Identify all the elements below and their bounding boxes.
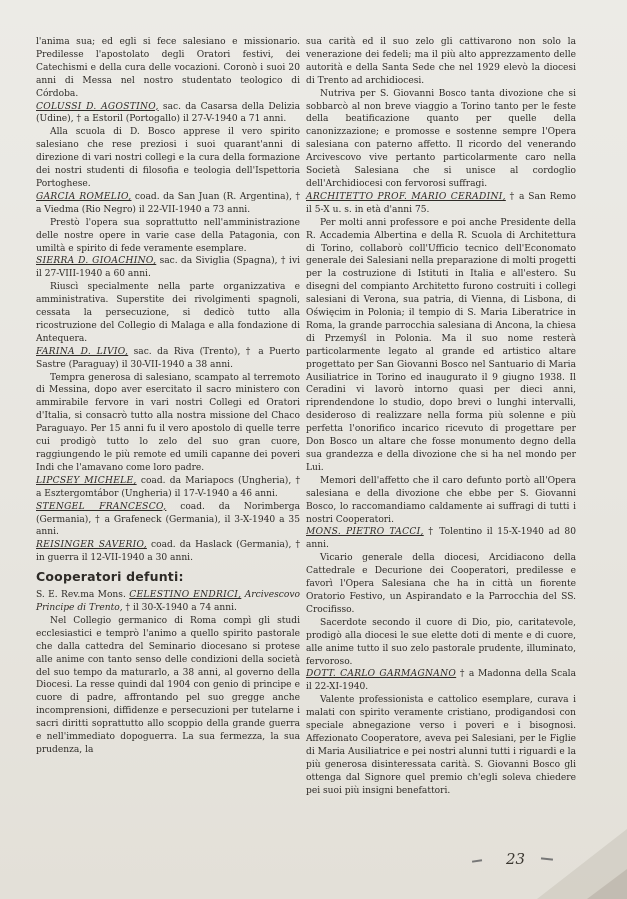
paragraph: Nutriva per S. Giovanni Bosco tanta divozione che si sobbarcò al non breve viaggio a Torino tanto per le feste della beatificazione quanto per quelle della canonizzazione; e promosse e sostenne sempre l'Opera salesiana con paterno affetto. Il ricordo del venerando Arcivescovo vive pertanto particolarmente caro nella Società Salesiana che si unisce al cordoglio dell'Archidiocesi con fervorosi suffragi. <box>306 88 576 189</box>
decorative-dash <box>472 859 482 862</box>
obituary-name: GARCIA ROMELIO, <box>36 191 132 202</box>
obituary-details: coad. da Norimberga (Germania), † a Grafeneck (Germania), il 3-X-1940 a 35 anni. <box>36 501 300 538</box>
honorific: S. E. Rev.ma Mons. <box>36 590 130 601</box>
obituary-name: MONS. PIETRO TACCI, <box>306 527 424 538</box>
paragraph: Sacerdote secondo il cuore di Dio, pio, caritatevole, prodigò alla diocesi le sue elette doti di mente e di cuore, alle anime tutto il suo zelo pastorale prudente, illuminato, fervoroso. <box>306 617 576 667</box>
obituary-entry <box>36 255 300 281</box>
obituary-name: CELESTINO ENDRICI, <box>129 590 242 601</box>
obituary-details: coad. da San Juan (R. Argentina), † a Viedma (Rio Negro) il 22-VII-1940 a 73 anni. <box>36 191 300 215</box>
left-column <box>36 36 300 757</box>
obituary-name: REISINGER SAVERIO, <box>36 540 147 551</box>
obituary-entry <box>36 101 300 127</box>
obituary-details: coad. da Mariapocs (Ungheria), † a Esztergomtábor (Ungheria) il 17-V-1940 a 46 anni. <box>36 475 300 499</box>
obituary-entry <box>306 668 576 694</box>
obituary-details: † a San Remo il 5-X u. s. in età d'anni 75. <box>306 191 576 215</box>
obituary-entry <box>36 539 300 565</box>
paragraph: Prestò l'opera sua soprattutto nell'amministrazione delle nostre opere in varie case della Patagonia, con umiltà e spirito di fede veramente esemplare. <box>36 217 300 254</box>
obituary-details: sac. da Riva (Trento), † a Puerto Sastre (Paraguay) il 30-VII-1940 a 38 anni. <box>36 346 300 370</box>
obituary-name: FARINA D. LIVIO, <box>36 346 129 357</box>
section-heading: Cooperatori defunti: <box>36 569 184 585</box>
obituary-entry <box>36 501 300 540</box>
obituary-entry <box>36 191 300 217</box>
obituary-entry <box>36 589 300 615</box>
paragraph: Alla scuola di D. Bosco apprese il vero spirito salesiano che rese preziosi i suoi quarant'anni di direzione di vari nostri collegi e la cura della formazione dei nostri studenti di filosofia e teologia dell'Ispettoria Portoghese. <box>36 127 300 189</box>
paragraph: Vicario generale della diocesi, Arcidiacono della Cattedrale e Decurione dei Cooperatori, predilesse e favorì l'Opera Salesiana che ha in città un fiorente Oratorio Festivo, un Aspirandato e la Parrocchia del SS. Crocifisso. <box>306 553 576 615</box>
obituary-name: LIPCSEY MICHELE, <box>36 475 137 486</box>
obituary-name: SIERRA D. GIOACHINO, <box>36 256 157 267</box>
obituary-entry <box>36 346 300 372</box>
obituary-details: † Tolentino il 15-X-1940 ad 80 anni. <box>306 527 576 551</box>
obituary-entry <box>306 526 576 552</box>
paragraph: Riuscì specialmente nella parte organizzativa e amministrativa. Superstite dei rivolgimenti spagnoli, cessata la persecuzione, si dedicò tutto alla ricostruzione del Collegio di Malaga e alla fondazione di Antequera. <box>36 282 300 344</box>
obituary-name: DOTT. CARLO GARMAGNANO <box>306 669 457 680</box>
obituary-details: † a Madonna della Scala il 22-XI-1940. <box>306 669 577 693</box>
obituary-entry <box>36 475 300 501</box>
paragraph: Memori dell'affetto che il caro defunto portò all'Opera salesiana e della divozione che ebbe per S. Giovanni Bosco, lo raccomandiamo caldamente ai suffragi di tutti i nostri Cooperatori. <box>306 475 576 525</box>
paragraph: Tempra generosa di salesiano, scampato al terremoto di Messina, dopo aver esercitato il sacro ministero con ammirabile fervore in vari nostri Collegi ed Oratori d'Italia, si consacrò tutto alla nostra missione del Chaco Paraguayo. Per 15 anni fu il vero apostolo di quelle terre cui prodigò tutto lo zelo del suo gran cuore, raggiungendo le più remote ed umili capanne dei poveri Indi che l'amavano come loro padre. <box>36 372 300 473</box>
right-column <box>306 36 576 797</box>
page-corner-shadow <box>587 869 627 899</box>
paragraph: Nel Collegio germanico di Roma compì gli studi ecclesiastici e temprò l'animo a quello spirito pastorale che dalla cattedra del Seminario diocesano si protese alle anime con tanto senso delle condizioni della società del suo tempo da maturarlo, a 38 anni, al governo della Diocesi. La resse quindi dal 1904 con genio di principe e cuore di padre, affrontando pel suo gregge anche incomprensioni, diffidenze e persecuzioni per tutelarne i sacri diritti soprattutto allo scoppio della grande guerra e nell'immediato dopoguerra. La sua fermezza, la sua prudenza, la <box>36 615 300 755</box>
paragraph: sua carità ed il suo zelo gli cattivarono non solo la venerazione dei fedeli; ma il più alto apprezzamento delle autorità e della Santa Sede che nel 1929 elevò la diocesi di Trento ad archidiocesi. <box>306 37 576 86</box>
paragraph: l'anima sua; ed egli si fece salesiano e missionario. Predilesse l'apostolato degli Oratori festivi, dei Catechismi e della cura delle vocazioni. Coronò i suoi 20 anni di Messa nel nostro studentato teologico di Córdoba. <box>36 37 300 99</box>
obituary-details: sac. da Casarsa della Delizia (Udine), † a Estoril (Portogallo) il 27-V-1940 a 71 anni. <box>36 101 300 125</box>
obituary-name: COLUSSI D. AGOSTINO, <box>36 101 159 112</box>
page-number: 23 <box>506 850 526 868</box>
obituary-entry <box>306 191 576 217</box>
obituary-name: STENGEL FRANCESCO, <box>36 501 167 512</box>
obituary-details: coad. da Haslack (Germania), † in guerra il 12-VII-1940 a 30 anni. <box>36 540 301 564</box>
paragraph: Valente professionista e cattolico esemplare, curava i malati con spirito veramente cristiano, prodigandosi con speciale abnegazione verso i poveri e i bisognosi. Affezionato Cooperatore, aveva pei Salesiani, per le Figlie di Maria Ausiliatrice e pei nostri alunni tutti i riguardi e la più generosa disinteressata carità. S. Giovanni Bosco gli ottenga dal Signore quel premio ch'egli soleva chiedere pei suoi più insigni benefattori. <box>306 695 576 796</box>
obituary-title: Arcivescovo Principe di Trento, <box>36 590 300 613</box>
paragraph: Per molti anni professore e poi anche Presidente della R. Accademia Albertina e della R. Scuola di Architettura di Torino, collaborò coll'Ufficio tecnico dell'Economato generale dei Salesiani nella preparazione di molti progetti per la costruzione di Istituti in Italia e all'estero. Su disegni del compianto Architetto furono costruiti i collegi salesiani di Verona, sua patria, di Vienna, di Lisbona, di Oświęcim in Polonia; il tempio di S. Maria Liberatrice in Roma, la grande parrocchia salesiana di Ancona, la chiesa di Przemyśl in Polonia. Ma il suo nome resterà particolarmente legato al grande ed artistico altare progettato per San Giovanni Bosco nel Santuario di Maria Ausiliatrice in Torino ed inaugurato il 9 giugno 1938. Il Ceradini vi lavorò intorno quasi per dieci anni, riprendendone lo studio, dopo brevi o lunghi intervalli, desideroso di realizzare nella forma più solenne e più perfetta l'onorifico incarico ricevuto di progettare per Don Bosco un altare che fosse monumento degno della sua grandezza e della divozione che si ha nel mondo per Lui. <box>306 217 576 473</box>
obituary-name: ARCHITETTO PROF. MARIO CERADINI, <box>306 191 506 202</box>
obituary-details: † il 30-X-1940 a 74 anni. <box>122 602 237 613</box>
obituary-details: sac. da Siviglia (Spagna), † ivi il 27-VIII-1940 a 60 anni. <box>36 256 300 280</box>
